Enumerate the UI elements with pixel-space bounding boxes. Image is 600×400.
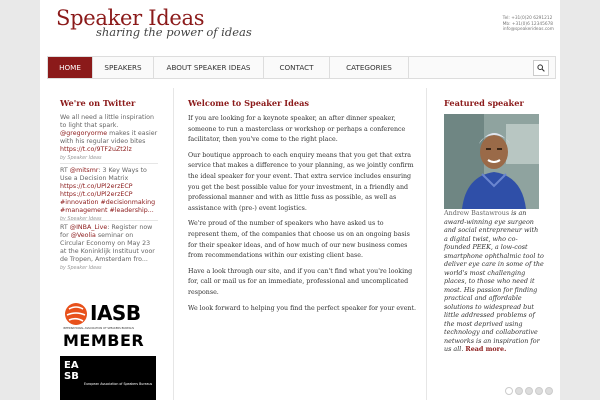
iasb-logo-subtitle: INTERNATIONAL ASSOCIATION OF SPEAKERS BUREAUS xyxy=(63,327,135,330)
easb-logo-letters: EA SB xyxy=(64,360,79,382)
search-button[interactable] xyxy=(533,60,549,76)
welcome-paragraph: Our boutique approach to each enquiry means that you get that extra service that makes a difference to your planning, as we jointly confirm the ideal speaker for your event. That extra service includes ensuring you get the best possible value for your investment, in a friendly and professional manner and with as little fuss as possible, as well as assistance with (pre-) event logistics. xyxy=(188,151,414,212)
nav-home[interactable]: HOME xyxy=(48,57,93,78)
tweet-mention[interactable]: @Veolia xyxy=(70,232,96,239)
welcome-heading: Welcome to Speaker Ideas xyxy=(188,98,309,108)
main-nav xyxy=(47,56,556,79)
welcome-text xyxy=(188,114,416,319)
contact-mobile: Mb: +31(0)6 12345678 xyxy=(502,21,554,27)
speaker-photo-image xyxy=(444,114,539,209)
slider-dot[interactable] xyxy=(505,387,513,395)
featured-speaker-description: is an award-winning eye surgeon and social entrepreneur with a digital twist, who co-founded PEEK, a low-cost smartphone ophthalmic tool to deliver eye care in some of the world's most challenging places, to those who need it most. His passion for finding practical and affordable solutions to widespread but little addressed problems of the most deprived using technology and collaborative networks is an inspiration for us all. xyxy=(444,209,544,353)
iasb-logo-text: IASB xyxy=(90,301,141,325)
slider-dot[interactable] xyxy=(535,387,543,395)
nav-about[interactable]: ABOUT SPEAKER IDEAS xyxy=(154,57,264,78)
tweet-link[interactable]: https://t.co/UPl2erzECP xyxy=(60,191,133,198)
slider-dot[interactable] xyxy=(525,387,533,395)
tweet-link[interactable]: https://t.co/UPl2erzECP xyxy=(60,183,133,190)
tweet-text: We all need a little inspiration to light that spark. xyxy=(60,114,155,129)
search-icon xyxy=(537,64,545,72)
column-divider-right xyxy=(426,88,427,400)
tweet-text: seminar on Circular Economy on May 23 at the Koninklijk Instituut voor de Tropen, Amsterdam fro... xyxy=(60,232,155,263)
nav-speakers[interactable]: SPEAKERS xyxy=(93,57,154,78)
iasb-member-label: MEMBER xyxy=(63,331,145,350)
contact-email[interactable]: info@speakerideas.com xyxy=(502,27,554,33)
tweet-hashtags[interactable]: #innovation #decisionmaking #management xyxy=(60,199,156,214)
tweet-text: makes it easier with his regular video bites xyxy=(60,130,158,145)
tweet-byline: by Speaker Ideas xyxy=(60,266,102,271)
tweet-hashtags[interactable]: #leadership... xyxy=(109,207,154,214)
tweet-mention[interactable]: @mitsmr xyxy=(69,167,99,174)
welcome-paragraph: We look forward to helping you find the perfect speaker for your event. xyxy=(188,304,417,312)
tweet-text: RT xyxy=(60,224,68,231)
welcome-paragraph: If you are looking for a keynote speaker, an after dinner speaker, someone to run a masterclass or workshop or perhaps a conference facilitator, then you've come to the right place. xyxy=(188,115,406,144)
contact-phone: Tel: +31(0)20 6291212 xyxy=(502,16,553,21)
slider-pagination xyxy=(505,380,560,400)
slider-dot[interactable] xyxy=(545,387,553,395)
easb-logo-subtitle: European Association of Speakers Bureaus xyxy=(84,382,153,386)
tweet-divider xyxy=(60,220,158,221)
nav-contact[interactable]: CONTACT xyxy=(264,57,330,78)
tweet-1 xyxy=(60,114,158,163)
welcome-paragraph: Have a look through our site, and if you can't find what you're looking for, call or mail us for an immediate, professional and uncomplicated response. xyxy=(188,267,413,296)
featured-speaker-bio xyxy=(444,209,544,354)
iasb-logo[interactable] xyxy=(60,300,156,350)
tweet-2 xyxy=(60,167,158,224)
tweet-text: : Register now for xyxy=(60,224,153,239)
tweet-byline: by Speaker Ideas xyxy=(60,156,102,161)
page xyxy=(40,0,560,400)
twitter-heading: We're on Twitter xyxy=(60,98,136,108)
tweet-mention[interactable]: @INBA_Live xyxy=(69,224,108,231)
column-divider-left xyxy=(173,88,174,400)
tweet-mention[interactable]: @gregoryorme xyxy=(60,130,108,137)
easb-logo[interactable] xyxy=(60,356,156,400)
site-logo-title[interactable]: Speaker Ideas xyxy=(56,6,205,30)
iasb-globe-icon xyxy=(64,301,88,327)
slider-dot[interactable] xyxy=(515,387,523,395)
tweet-divider xyxy=(60,163,158,164)
read-more-link[interactable]: Read more. xyxy=(465,345,507,353)
featured-speaker-name: Andrew Bastawrous xyxy=(444,209,510,217)
tweet-text: RT xyxy=(60,167,68,174)
tweet-link[interactable]: https://t.co/9TF2uZt2lz xyxy=(60,146,132,153)
tweet-text: : 3 Key Ways to Use a Decision Matrix xyxy=(60,167,147,182)
tweet-3 xyxy=(60,224,158,273)
featured-heading: Featured speaker xyxy=(444,98,524,108)
contact-info xyxy=(503,16,554,33)
nav-categories[interactable]: CATEGORIES xyxy=(330,57,409,78)
welcome-paragraph: We're proud of the number of speakers who have asked us to represent them, of the companies that choose us on an ongoing basis for their speaker ideas, and of how much of our new business comes from recommendations within our existing client base. xyxy=(188,220,410,260)
site-tagline: sharing the power of ideas xyxy=(96,25,252,39)
featured-speaker-photo[interactable] xyxy=(444,114,539,209)
